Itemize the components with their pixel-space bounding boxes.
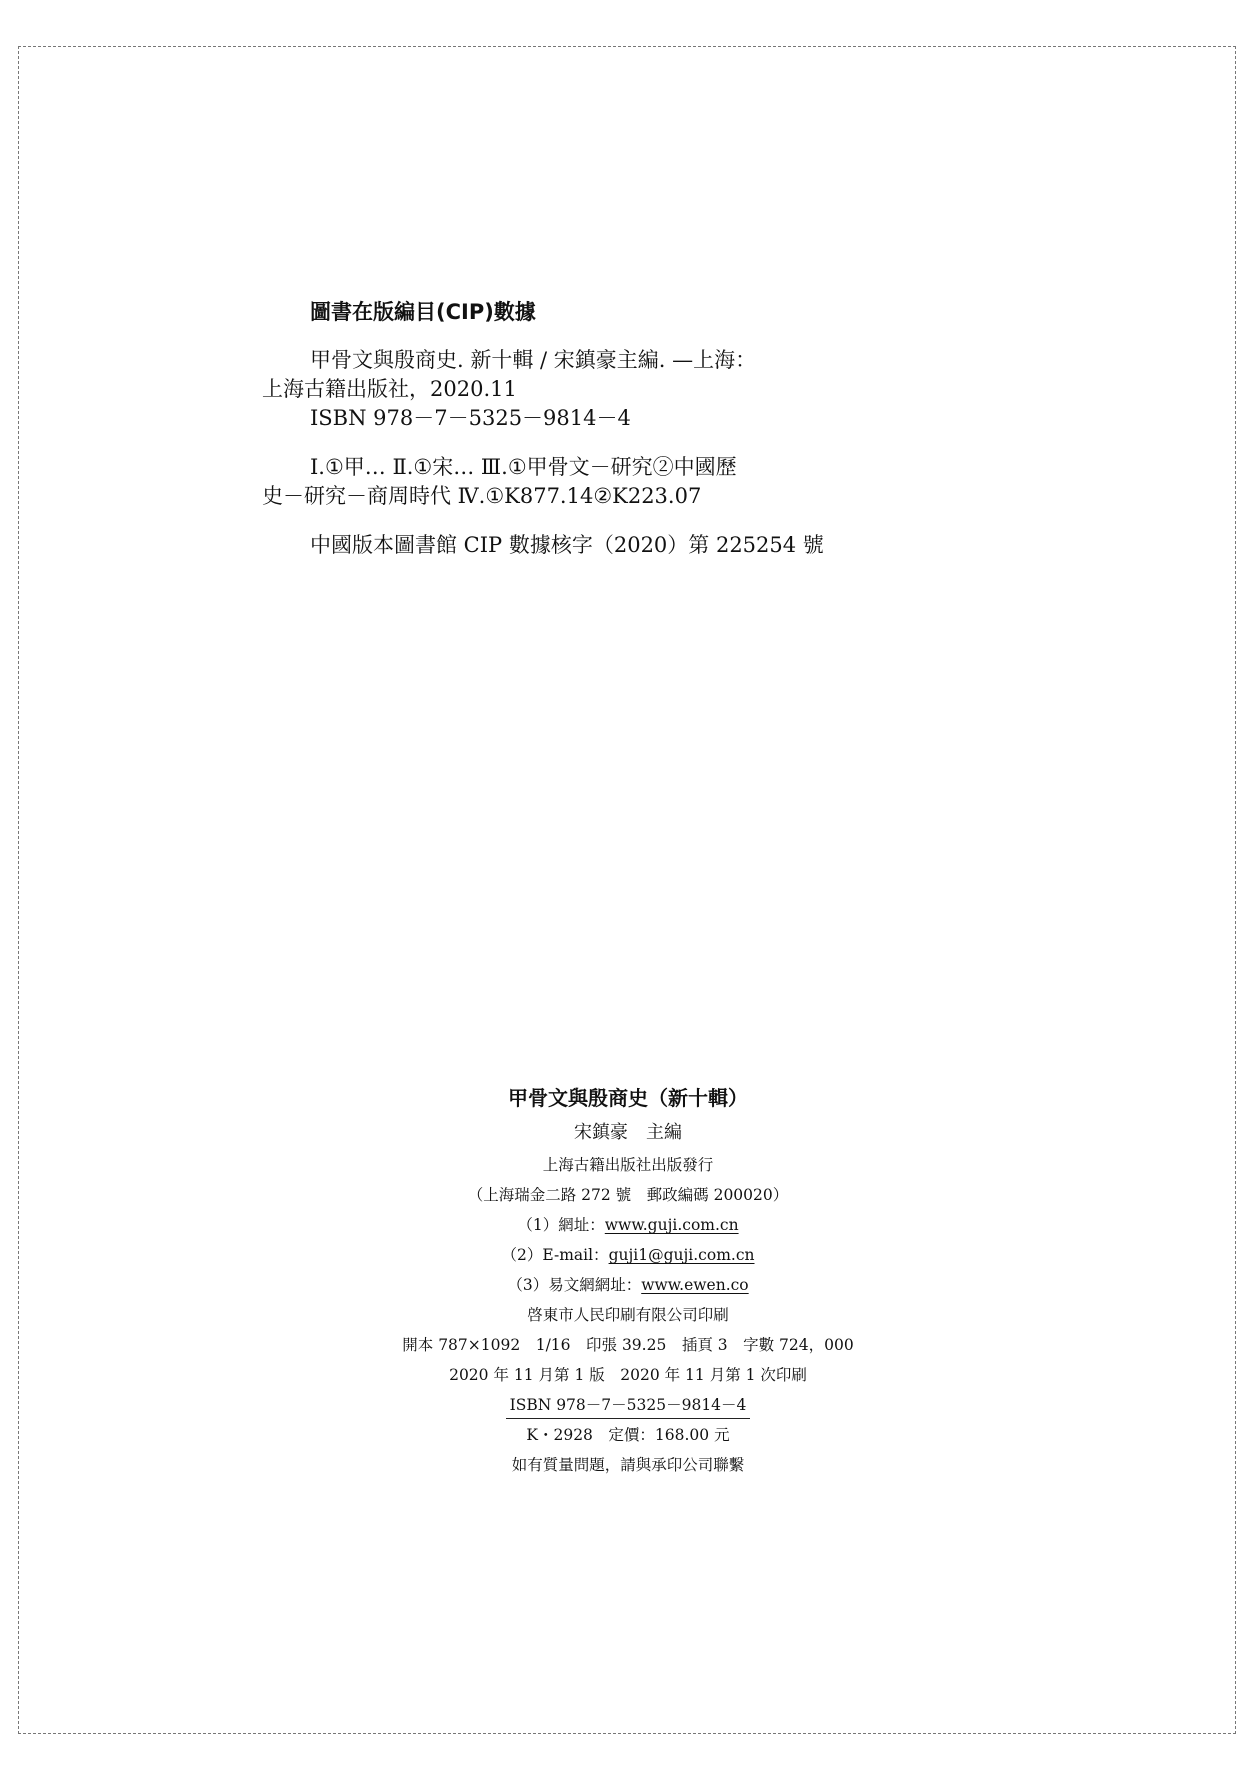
cip-line-isbn: ISBN 978－7－5325－9814－4	[310, 406, 631, 430]
ewen-link[interactable]: www.ewen.co	[641, 1276, 749, 1294]
edition-line: 2020 年 11 月第 1 版 2020 年 11 月第 1 次印刷	[449, 1366, 807, 1384]
colophon	[0, 1080, 1256, 1480]
price-line: K・2928 定價：168.00 元	[526, 1426, 730, 1444]
cip-line-title: 甲骨文與殷商史. 新十輯 / 宋鎮豪主編. —上海：	[310, 348, 757, 372]
email-link[interactable]: guji1@guji.com.cn	[608, 1246, 755, 1264]
isbn-line	[0, 1390, 1256, 1420]
website-line	[0, 1210, 1256, 1240]
ewen-label: （3）易文網網址：	[507, 1276, 642, 1294]
notice-line: 如有質量問題，請與承印公司聯繫	[511, 1456, 745, 1474]
cip-line-subjects-1: Ⅰ.①甲… Ⅱ.①宋… Ⅲ.①甲骨文－研究②中國歷	[310, 455, 737, 479]
printer-line: 啓東市人民印刷有限公司印刷	[527, 1306, 729, 1324]
address-line: （上海瑞金二路 272 號 郵政編碼 200020）	[467, 1186, 789, 1204]
editor-line: 宋鎮豪 主編	[574, 1122, 682, 1143]
ewen-line	[0, 1270, 1256, 1300]
isbn-number: ISBN 978－7－5325－9814－4	[506, 1392, 751, 1419]
book-title: 甲骨文與殷商史（新十輯）	[508, 1086, 748, 1110]
publisher-line: 上海古籍出版社出版發行	[542, 1156, 714, 1174]
email-label: （2）E-mail：	[501, 1246, 609, 1264]
cip-heading: 圖書在版編目(CIP)數據	[310, 300, 536, 324]
website-link[interactable]: www.guji.com.cn	[604, 1216, 739, 1234]
cip-block	[262, 296, 902, 560]
website-label: （1）網址：	[517, 1216, 605, 1234]
email-line	[0, 1240, 1256, 1270]
cip-line-subjects-2: 史－研究－商周時代 Ⅳ.①K877.14②K223.07	[262, 484, 702, 508]
specs-line: 開本 787×1092 1/16 印張 39.25 插頁 3 字數 724，000	[402, 1336, 854, 1354]
cip-line-publisher: 上海古籍出版社，2020.11	[262, 377, 517, 401]
cip-line-record: 中國版本圖書館 CIP 數據核字（2020）第 225254 號	[310, 533, 824, 557]
